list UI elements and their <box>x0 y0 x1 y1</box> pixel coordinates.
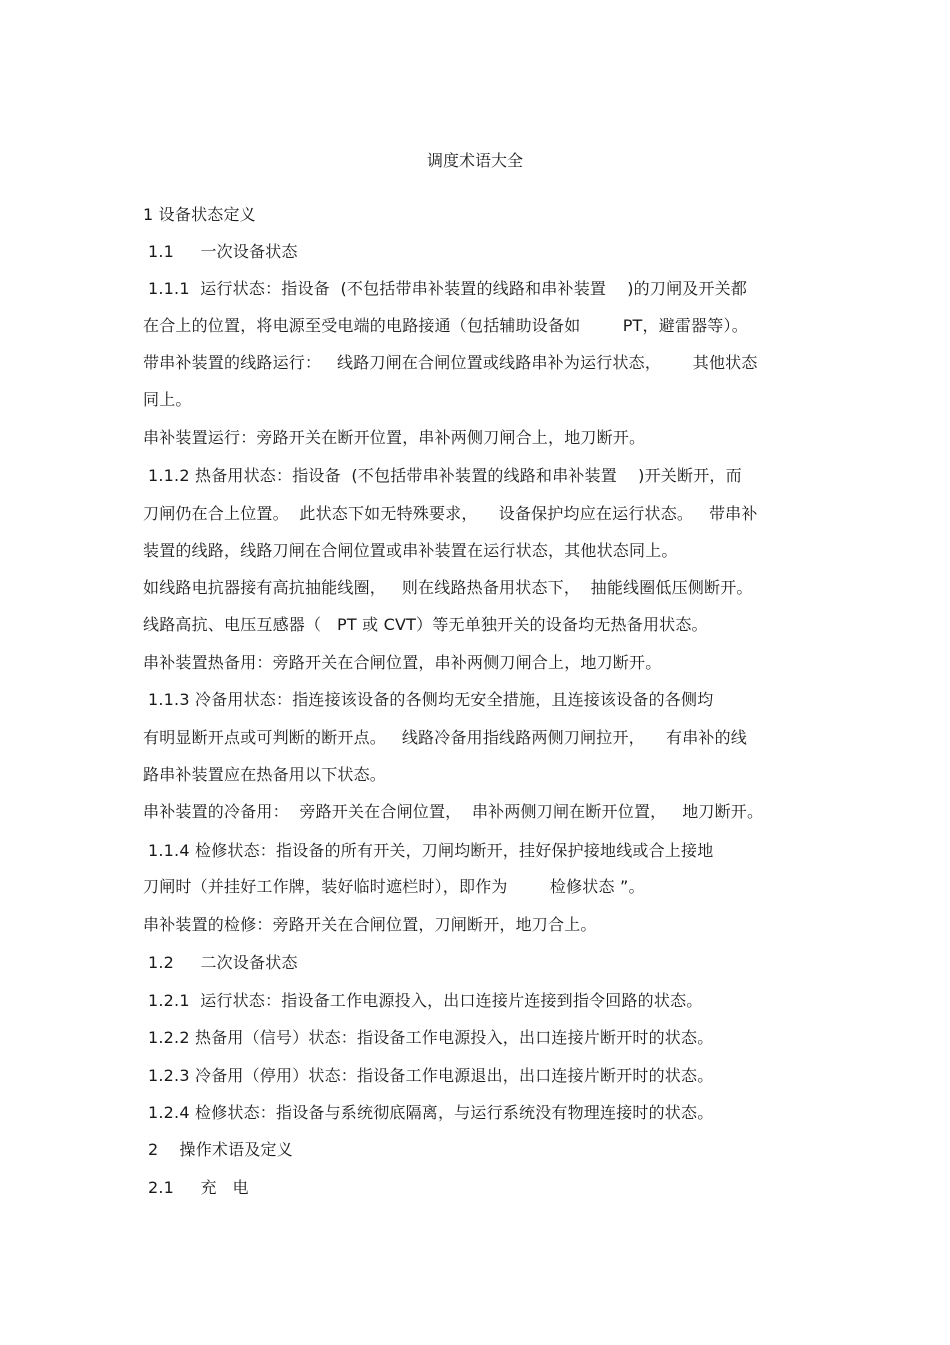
paragraph-line: 带串补装置的线路运行： 线路刀闸在合闸位置或线路串补为运行状态， 其他状态 <box>143 353 758 372</box>
paragraph-line: 线路高抗、电压互感器（ PT 或 CVT）等无单独开关的设备均无热备用状态。 <box>143 615 708 634</box>
paragraph-line: 同上。 <box>143 390 192 409</box>
paragraph-line: 1.1.4 检修状态：指设备的所有开关，刀闸均断开，挂好保护接地线或合上接地 <box>148 841 714 860</box>
section-heading-1: 1 设备状态定义 <box>143 205 256 224</box>
document-title: 调度术语大全 <box>426 151 523 170</box>
section-heading-2: 2 操作术语及定义 <box>148 1140 293 1159</box>
paragraph-line: 1.2.2 热备用（信号）状态：指设备工作电源投入，出口连接片断开时的状态。 <box>148 1028 714 1047</box>
paragraph-line: 串补装置的检修：旁路开关在合闸位置，刀闸断开，地刀合上。 <box>143 915 597 934</box>
paragraph-line: 串补装置热备用：旁路开关在合闸位置，串补两侧刀闸合上，地刀断开。 <box>143 653 662 672</box>
paragraph-line: 串补装置运行：旁路开关在断开位置，串补两侧刀闸合上，地刀断开。 <box>143 428 646 447</box>
paragraph-line: 在合上的位置，将电源至受电端的电路接通（包括辅助设备如 PT，避雷器等）。 <box>143 316 748 335</box>
paragraph-line: 1.2.1 运行状态：指设备工作电源投入，出口连接片连接到指令回路的状态。 <box>148 991 703 1010</box>
section-heading-1-1: 1.1 一次设备状态 <box>148 242 298 261</box>
paragraph-line: 1.1.3 冷备用状态：指连接该设备的各侧均无安全措施，且连接该设备的各侧均 <box>148 690 714 709</box>
paragraph-line: 1.1.1 运行状态：指设备 (不包括带串补装置的线路和串补装置 )的刀闸及开关都 <box>148 279 748 298</box>
section-heading-2-1: 2.1 充 电 <box>148 1178 249 1197</box>
paragraph-line: 1.2.4 检修状态：指设备与系统彻底隔离，与运行系统没有物理连接时的状态。 <box>148 1103 714 1122</box>
paragraph-line: 串补装置的冷备用： 旁路开关在合闸位置， 串补两侧刀闸在断开位置， 地刀断开。 <box>143 802 764 821</box>
paragraph-line: 如线路电抗器接有高抗抽能线圈， 则在线路热备用状态下， 抽能线圈低压侧断开。 <box>143 578 753 597</box>
paragraph-line: 有明显断开点或可判断的断开点。 线路冷备用指线路两侧刀闸拉开， 有串补的线 <box>143 728 748 747</box>
paragraph-line: 刀闸仍在合上位置。 此状态下如无特殊要求， 设备保护均应在运行状态。 带串补 <box>143 504 758 523</box>
paragraph-line: 刀闸时（并挂好工作牌，装好临时遮栏时），即作为 检修状态 ”。 <box>143 877 645 896</box>
paragraph-line: 1.1.2 热备用状态：指设备 (不包括带串补装置的线路和串补装置 )开关断开，而 <box>148 466 742 485</box>
paragraph-line: 装置的线路，线路刀闸在合闸位置或串补装置在运行状态，其他状态同上。 <box>143 541 678 560</box>
paragraph-line: 1.2.3 冷备用（停用）状态：指设备工作电源退出，出口连接片断开时的状态。 <box>148 1066 714 1085</box>
section-heading-1-2: 1.2 二次设备状态 <box>148 953 298 972</box>
paragraph-line: 路串补装置应在热备用以下状态。 <box>143 765 387 784</box>
